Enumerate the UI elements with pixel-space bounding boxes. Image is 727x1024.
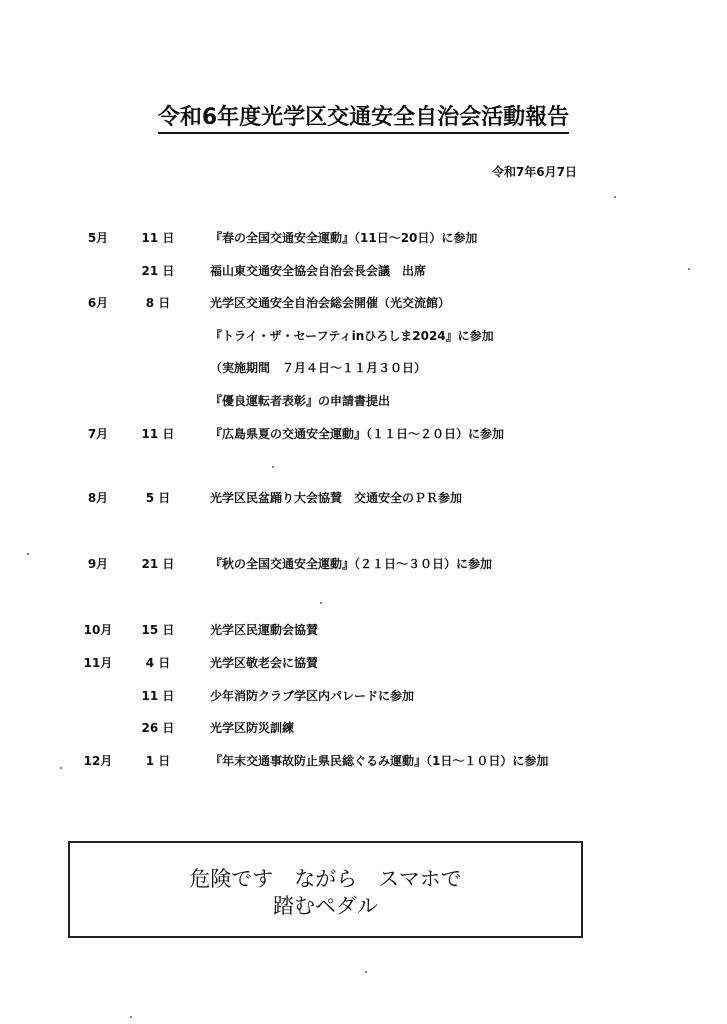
row-month: 12月 (83, 754, 113, 768)
row-day: 21 日 (141, 264, 175, 278)
schedule-row (0, 687, 727, 705)
scan-speck (365, 971, 367, 973)
schedule-row (0, 489, 727, 507)
row-event: 少年消防クラブ学区内パレードに参加 (210, 689, 415, 703)
row-event: 光学区民運動会協賛 (210, 623, 319, 637)
row-event: 『春の全国交通安全運動』（11日～20日）に参加 (210, 231, 478, 245)
row-day: 26 日 (141, 721, 175, 735)
schedule-row (0, 392, 727, 410)
schedule-row (0, 719, 727, 737)
schedule-row (0, 229, 727, 247)
row-day: 4 日 (145, 656, 171, 670)
safety-slogan-box (68, 841, 583, 938)
row-day: 21 日 (141, 557, 175, 571)
row-day: 11 日 (141, 427, 175, 441)
schedule-row (0, 262, 727, 280)
row-event: 光学区民盆踊り大会協賛 交通安全のＰＲ参加 (210, 491, 463, 505)
scan-speck (27, 553, 29, 555)
row-day: 15 日 (141, 623, 175, 637)
row-month: 10月 (83, 623, 113, 637)
scan-speck (130, 1016, 132, 1018)
row-day: 1 日 (145, 754, 171, 768)
row-event: 光学区敬老会に協賛 (210, 656, 319, 670)
scan-speck (688, 268, 690, 270)
row-event: 光学区防災訓練 (210, 721, 295, 735)
schedule-row (0, 654, 727, 672)
row-day: 11 日 (141, 231, 175, 245)
row-event: 『トライ・ザ・セーフティinひろしま2024』に参加 (210, 329, 494, 343)
schedule-row (0, 327, 727, 345)
row-month: 11月 (83, 656, 113, 670)
schedule-row (0, 359, 727, 377)
row-event: 光学区交通安全自治会総会開催（光交流館） (210, 296, 451, 310)
row-month: 8月 (87, 491, 109, 505)
schedule-row (0, 752, 727, 770)
document-title-text: 令和6年度光学区交通安全自治会活動報告 (158, 105, 569, 134)
schedule-row (0, 555, 727, 573)
scan-speck (320, 602, 322, 604)
schedule-row (0, 621, 727, 639)
schedule-row (0, 425, 727, 443)
document-title (0, 100, 727, 131)
document-date: 令和7年6月7日 (491, 165, 577, 179)
row-event: 『広島県夏の交通安全運動』（１１日～２０日）に参加 (210, 427, 505, 441)
row-day: 5 日 (145, 491, 171, 505)
row-event: 『年末交通事故防止県民総ぐるみ運動』（1日～１０日）に参加 (210, 754, 549, 768)
scan-speck (614, 196, 616, 198)
row-day: 8 日 (145, 296, 171, 310)
scan-speck (60, 767, 62, 769)
row-month: 5月 (87, 231, 109, 245)
row-month: 9月 (87, 557, 109, 571)
row-event: （実施期間 ７月４日～１１月３０日） (210, 361, 427, 375)
row-month: 6月 (87, 296, 109, 310)
slogan-line-1: 危険です ながら スマホで (189, 867, 462, 891)
scan-speck (272, 466, 274, 468)
row-event: 福山東交通安全協会自治会長会議 出席 (210, 264, 427, 278)
slogan-line-2: 踏むペダル (273, 894, 378, 918)
row-event: 『優良運転者表彰』の申請書提出 (210, 394, 391, 408)
schedule-row (0, 294, 727, 312)
row-month: 7月 (87, 427, 109, 441)
row-event: 『秋の全国交通安全運動』（２１日～３０日）に参加 (210, 557, 493, 571)
row-day: 11 日 (141, 689, 175, 703)
